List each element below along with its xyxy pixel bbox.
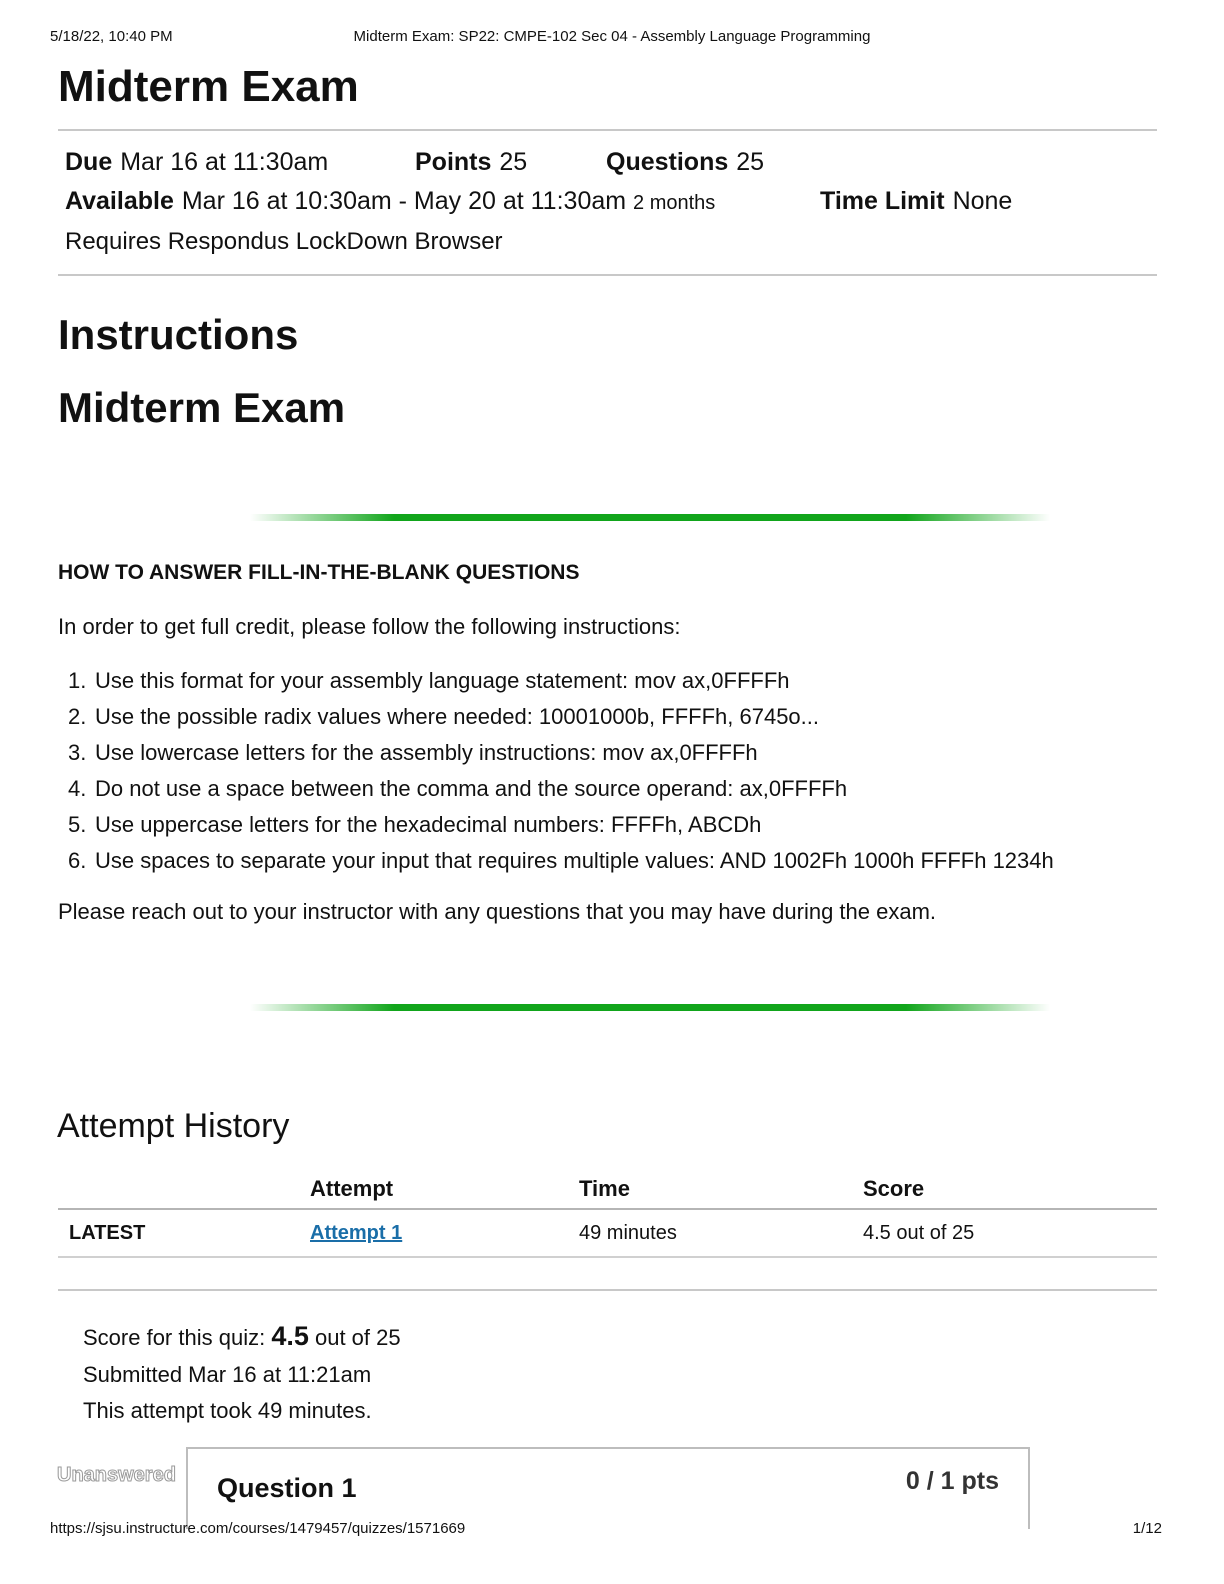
available-value: Mar 16 at 10:30am - May 20 at 11:30am [181, 187, 627, 215]
attempt-score: 4.5 out of 25 [863, 1209, 1157, 1257]
due-field [65, 148, 328, 177]
points-value: 25 [499, 148, 528, 176]
instructions-intro: In order to get full credit, please follow the following instructions: [58, 614, 681, 639]
instructions-closing: Please reach out to your instructor with any questions that you may have during the exam. [58, 899, 937, 924]
table-row [58, 1209, 1157, 1257]
decorative-divider-top [250, 514, 1050, 521]
instruction-text: Do not use a space between the comma and the source operand: ax,0FFFFh [95, 776, 848, 801]
instruction-text: Use spaces to separate your input that requires multiple values: AND 1002Fh 1000h FFFFh 1234h [95, 848, 1054, 873]
instruction-number: 2. [68, 704, 87, 729]
points-field [415, 148, 527, 177]
submitted-time: Submitted Mar 16 at 11:21am [83, 1362, 372, 1387]
table-header-row [58, 1170, 1157, 1209]
instruction-item [0, 775, 1054, 811]
time-limit-value: None [952, 187, 1013, 215]
instructions-subheading: Midterm Exam [58, 384, 346, 431]
attempt-history-table [58, 1170, 1157, 1258]
instruction-number: 4. [68, 776, 87, 801]
attempt-cell [310, 1209, 579, 1257]
time-limit-label: Time Limit [820, 187, 945, 215]
instruction-text: Use this format for your assembly language statement: mov ax,0FFFFh [95, 668, 790, 693]
time-limit-field [820, 187, 1012, 216]
instruction-number: 3. [68, 740, 87, 765]
column-header-label [58, 1170, 310, 1209]
instructions-heading: Instructions [58, 311, 299, 358]
attempt-history-heading: Attempt History [57, 1107, 290, 1145]
instruction-item [0, 667, 1054, 703]
page-title: Midterm Exam [58, 62, 359, 111]
print-header [50, 28, 1174, 50]
question-title: Question 1 [217, 1473, 357, 1503]
available-duration: 2 months [633, 192, 716, 214]
question-card [186, 1447, 1030, 1529]
instruction-item [0, 739, 1054, 775]
print-footer [50, 1520, 1162, 1542]
column-header-score: Score [863, 1170, 1157, 1209]
header-divider-top [58, 129, 1157, 131]
column-header-attempt: Attempt [310, 1170, 579, 1209]
attempt-duration: This attempt took 49 minutes. [83, 1398, 372, 1423]
instruction-item [0, 703, 1054, 739]
score-divider [58, 1289, 1157, 1291]
decorative-divider-bottom [250, 1004, 1050, 1011]
instruction-number: 6. [68, 848, 87, 873]
column-header-time: Time [579, 1170, 863, 1209]
points-label: Points [415, 148, 492, 176]
how-to-heading: HOW TO ANSWER FILL-IN-THE-BLANK QUESTIONS [58, 561, 580, 584]
quiz-score [83, 1321, 401, 1352]
print-date: 5/18/22, 10:40 PM [50, 28, 173, 45]
instruction-list [0, 667, 1054, 883]
question-status-badge: Unanswered [57, 1464, 176, 1486]
attempt-link[interactable]: Attempt 1 [310, 1221, 403, 1244]
score-prefix: Score for this quiz: [83, 1325, 272, 1350]
instruction-number: 5. [68, 812, 87, 837]
questions-field [606, 148, 764, 177]
header-divider-bottom [58, 274, 1157, 276]
print-page-title: Midterm Exam: SP22: CMPE-102 Sec 04 - Assembly Language Programming [353, 28, 871, 45]
lockdown-requirement: Requires Respondus LockDown Browser [65, 228, 503, 255]
print-url: https://sjsu.instructure.com/courses/1479457/quizzes/1571669 [50, 1520, 466, 1537]
instruction-item [0, 847, 1054, 883]
instruction-item [0, 811, 1054, 847]
score-value: 4.5 [271, 1321, 309, 1351]
instruction-text: Use the possible radix values where needed: 10001000b, FFFFh, 6745o... [95, 704, 820, 729]
score-suffix: out of 25 [308, 1325, 401, 1350]
question-points: 0 / 1 pts [905, 1467, 999, 1495]
attempt-time: 49 minutes [579, 1209, 863, 1257]
instruction-number: 1. [68, 668, 87, 693]
due-label: Due [65, 148, 113, 176]
questions-value: 25 [736, 148, 765, 176]
attempt-row-label: LATEST [58, 1209, 310, 1257]
questions-label: Questions [606, 148, 729, 176]
page-number: 1/12 [1132, 1520, 1162, 1537]
available-field [65, 187, 715, 216]
due-value: Mar 16 at 11:30am [120, 148, 329, 176]
available-label: Available [65, 187, 174, 215]
instruction-text: Use uppercase letters for the hexadecimal numbers: FFFFh, ABCDh [95, 812, 762, 837]
instruction-text: Use lowercase letters for the assembly instructions: mov ax,0FFFFh [95, 740, 758, 765]
